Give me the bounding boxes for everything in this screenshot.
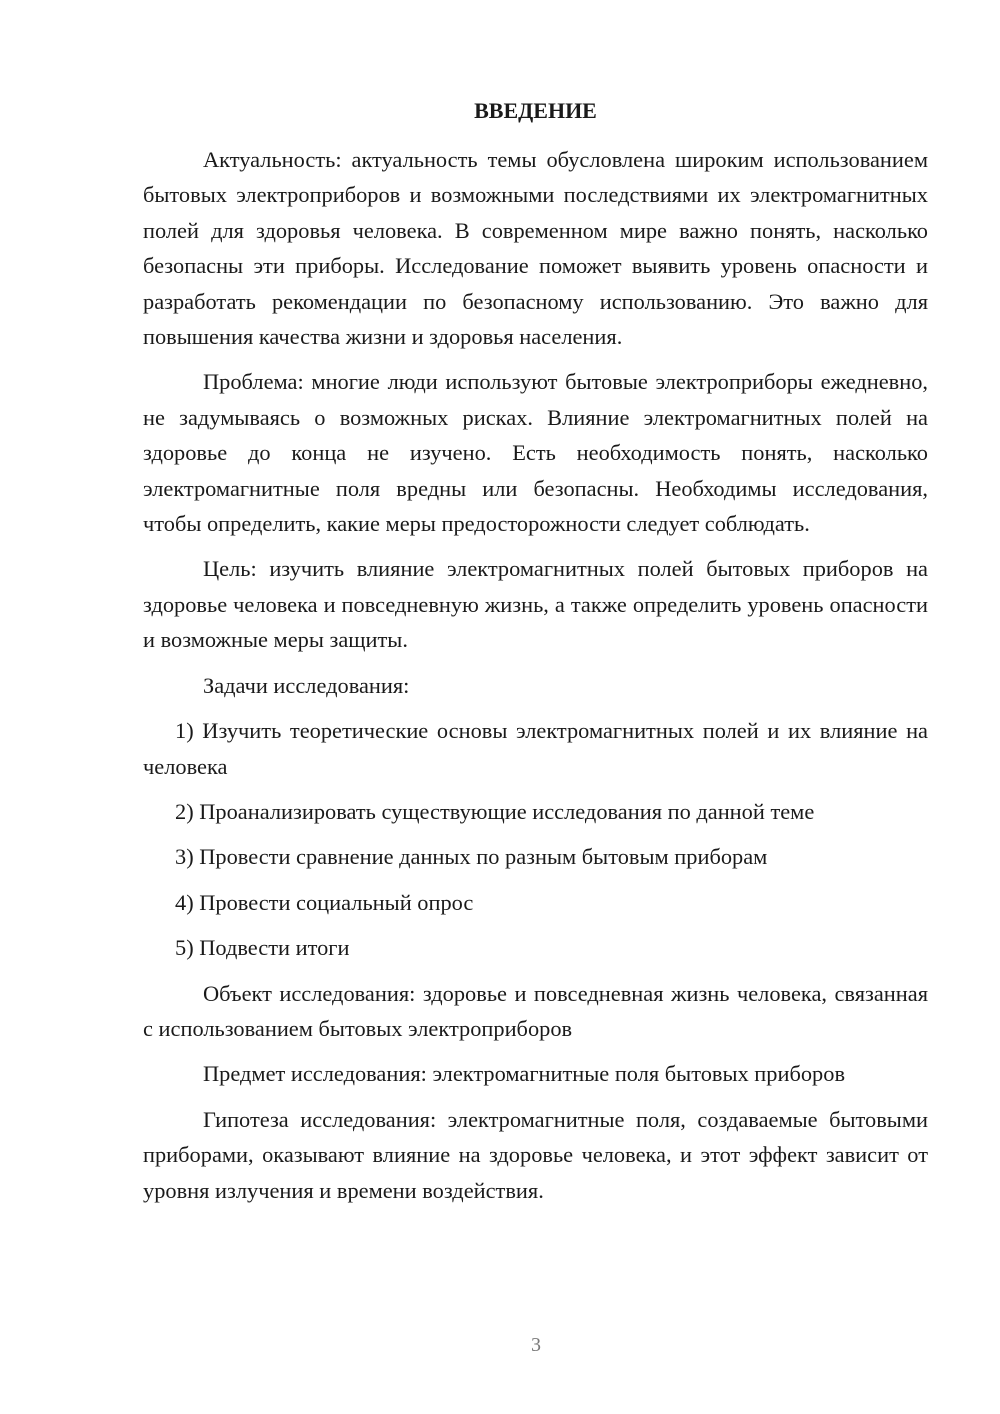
tasks-heading: Задачи исследования: (203, 672, 410, 698)
paragraph-goal: Цель: изучить влияние электромагнитных полей бытовых приборов на здоровье человека и повседневную жизнь, а также определить уровень опасности и возможные меры защиты. (143, 556, 928, 653)
paragraph-object: Объект исследования: здоровье и повседневная жизнь человека, связанная с использованием бытовых электроприборов (143, 980, 928, 1041)
paragraph-relevance: Актуальность: актуальность темы обусловлена широким использованием бытовых электроприборов и возможными последствиями их электромагнитных полей для здоровья человека. В современном мире важно понять, насколько безопасны эти приборы. Исследование поможет выявить уровень опасности и разработать рекомендации по безопасному использованию. Это важно для повышения качества жизни и здоровья населения. (143, 147, 928, 350)
task-item: 5) Подвести итоги (175, 935, 350, 961)
task-item: 3) Провести сравнение данных по разным бытовым приборам (175, 844, 768, 870)
paragraph-subject: Предмет исследования: электромагнитные поля бытовых приборов (203, 1061, 846, 1087)
paragraph-problem: Проблема: многие люди используют бытовые электроприборы ежедневно, не задумываясь о возможных рисках. Влияние электромагнитных полей на здоровье до конца не изучено. Есть необходимость понять, насколько электромагнитные поля вредны или безопасны. Необходимы исследования, чтобы определить, какие меры предосторожности следует соблюдать. (143, 369, 928, 537)
task-item: 4) Провести социальный опрос (175, 889, 474, 915)
task-item: 1) Изучить теоретические основы электромагнитных полей и их влияние на человека (143, 718, 928, 779)
page-number: 3 (531, 1334, 541, 1356)
paragraph-hypothesis: Гипотеза исследования: электромагнитные поля, создаваемые бытовыми приборами, оказывают влияние на здоровье человека, и этот эффект зависит от уровня излучения и времени воздействия. (143, 1106, 928, 1203)
document-body (143, 142, 928, 1218)
page-title: ВВЕДЕНИЕ (474, 98, 597, 123)
task-item: 2) Проанализировать существующие исследования по данной теме (175, 798, 815, 824)
